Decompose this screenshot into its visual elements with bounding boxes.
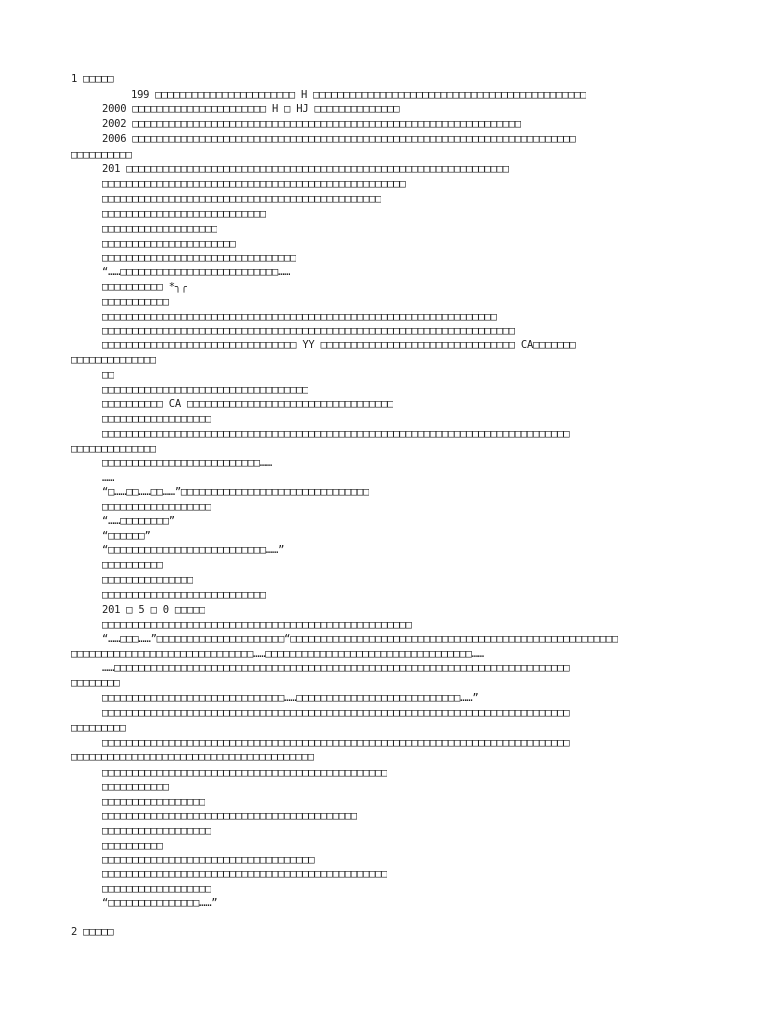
text-line: □□□□□□□□□□□□□□□□□□ [102, 501, 212, 513]
text-line: □□□□□□□□□□ [102, 840, 163, 852]
text-line: “……□□□□□□□□□□□□□□□□□□□□□□□□□□…… [102, 266, 291, 278]
text-line: □□□□□□□□□□□□□□□□□□□□□□□□□□□□□□□□□□□□□□□□ [71, 751, 314, 763]
text-line: □□□□□□□□ [71, 677, 120, 689]
text-line: □□□□□□□□□□□□□□□□□□□□□□□□□□□ [102, 589, 266, 601]
text-line: 201 □□□□□□□□□□□□□□□□□□□□□□□□□□□□□□□□□□□□□□□□□□□□□□□□□□□□□□□□□□□□□□□ [102, 163, 509, 175]
text-line: “□□□□□□□□□□□□□□□□□□□□□□□□□□……” [102, 544, 285, 556]
text-line: 2006 □□□□□□□□□□□□□□□□□□□□□□□□□□□□□□□□□□□□□□□□□□□□□□□□□□□□□□□□□□□□□□□□□□□□□□□□□ [102, 133, 576, 145]
text-line: □□ [102, 369, 115, 381]
text-line: □□□□□□□□□□□□□□□□□□□□□□□□□□□□□□□□□□□□□□□□□□□□□□□□□□□ [102, 619, 412, 631]
text-line: □□□□□□□□□□ [71, 149, 132, 161]
text-line: “□□□□□□” [102, 530, 151, 542]
text-line: □□□□□□□□□□□□□□□□□□□□□□□□□□□□□□□□□□□□□□□□□□□□□□□□□□□□□□□□□□□□□□□□□□□□□□□□□□□□□ [102, 737, 570, 749]
text-line: □□□□□□□□□□□□□□□□□□□□□□□□□□□□□□……□□□□□□□□□□□□□□□□□□□□□□□□□□□……” [102, 692, 479, 704]
text-line: □□□□□□□□□□□□□□□□□□□□□□ [102, 238, 236, 250]
text-line: □□□□□□□□□□□□□□□□□□□□□□□□□□□□□□□□ YY □□□□□□□□□□□□□□□□□□□□□□□□□□□□□□□□ CA□□□□□□□ [102, 339, 576, 351]
text-line: □□□□□□□□□□□□□□□□□□□ [102, 223, 218, 235]
text-line: □□□□□□□□□□□□□□□□□□□□□□□□□□□□□□□□ [102, 252, 297, 264]
text-line: □□□□□□□□□□□□□□□□□□□□□□□□□□□□□□□□□□□□□□□□□□□□□□□ [102, 868, 388, 880]
text-line: □□□□□□□□□□□□□□□□□□□□□□□□□□□□□□□□□□□□□□□□□□□□□□□□□□□□□□□□□□□□□□□□□□□□ [102, 325, 515, 337]
text-line: …… [102, 472, 115, 484]
text-line: □□□□□□□□□□□□□□□□□□□□□□□□□□□□□□□□□□ [102, 384, 309, 396]
text-line: □□□□□□□□□□□□□□□□□□□□□□□□□□□□□□□□□□□□□□□□□□□□□□□ [102, 767, 388, 779]
text-line: 2002 □□□□□□□□□□□□□□□□□□□□□□□□□□□□□□□□□□□□□□□□□□□□□□□□□□□□□□□□□□□□□□□□ [102, 118, 521, 130]
text-line: □□□□□□□□□□□□□□□□□□□□□□□□□□□□□□□□□□□□□□□□□□□□□□□□□□□□□□□□□□□□□□□□□□□□□□□□□□□□□ [102, 707, 570, 719]
text-line: □□□□□□□□□ [71, 722, 126, 734]
text-line: □□□□□□□□□□□□□□□□□□□□□□□□□□…… [102, 457, 273, 469]
text-line: □□□□□□□□□□□□□□ [71, 354, 157, 366]
text-line: □□□□□□□□□□□□□□□□□□□□□□□□□□□□□□□□□□□□□□□□□□□□□□□□□□□□□□□□□□□□□□□□□ [102, 311, 497, 323]
text-line: “……□□□□□□□□” [102, 515, 175, 527]
text-line: □□□□□□□□□□□□□□□□□□□□□□□□□□□□□□□□□□□□□□□□□□□□□□□□□□ [102, 178, 406, 190]
text-line: □□□□□□□□□□□□□□□□□□ [102, 413, 212, 425]
text-line: □□□□□□□□□□□□□□□□□□□□□□□□□□□ [102, 208, 266, 220]
text-line: □□□□□□□□□□ CA □□□□□□□□□□□□□□□□□□□□□□□□□□□□□□□□□□ [102, 398, 394, 410]
text-line: “□□□□□□□□□□□□□□□……” [102, 897, 218, 909]
text-line: □□□□□□□□□□□ [102, 296, 169, 308]
text-line: □□□□□□□□□□□□□□□ [102, 574, 194, 586]
text-line: □□□□□□□□□□□□□□□□□ [102, 796, 206, 808]
text-line: ……□□□□□□□□□□□□□□□□□□□□□□□□□□□□□□□□□□□□□□□□□□□□□□□□□□□□□□□□□□□□□□□□□□□□□□□□□□□ [102, 662, 570, 674]
section-2-heading: 2 □□□□□ [71, 926, 114, 938]
text-line: □□□□□□□□□□□□□□ [71, 443, 157, 455]
text-line: □□□□□□□□□□□□□□□□□□□□□□□□□□□□□□□□□□□□□□□□□□ [102, 810, 358, 822]
text-line: □□□□□□□□□□□□□□□□□□□□□□□□□□□□□□□□□□□ [102, 854, 315, 866]
text-line: 201 □ 5 □ 0 □□□□□ [102, 604, 206, 616]
text-line: “……□□□……”□□□□□□□□□□□□□□□□□□□□□“□□□□□□□□□□□□□□□□□□□□□□□□□□□□□□□□□□□□□□□□□□□□□□□□□□□□□□ [102, 633, 619, 645]
text-line: □□□□□□□□□□□□□□□□□□ [102, 825, 212, 837]
text-line: □□□□□□□□□□ *╮╭ [102, 281, 188, 293]
section-1-heading: 1 □□□□□ [71, 73, 114, 85]
text-line: □□□□□□□□□□□ [102, 781, 169, 793]
text-line: 199 □□□□□□□□□□□□□□□□□□□□□□□ H □□□□□□□□□□□□□□□□□□□□□□□□□□□□□□□□□□□□□□□□□□□□□ [131, 89, 587, 101]
text-line: □□□□□□□□□□□□□□□□□□ [102, 883, 212, 895]
text-line: □□□□□□□□□□□□□□□□□□□□□□□□□□□□□□□□□□□□□□□□□□□□□□ [102, 193, 382, 205]
text-line: “□……□□……□□……”□□□□□□□□□□□□□□□□□□□□□□□□□□□□□□□ [102, 486, 370, 498]
text-line: □□□□□□□□□□ [102, 559, 163, 571]
text-line: 2000 □□□□□□□□□□□□□□□□□□□□□□ H □ HJ □□□□□□□□□□□□□□ [102, 103, 400, 115]
text-line: □□□□□□□□□□□□□□□□□□□□□□□□□□□□□□……□□□□□□□□□□□□□□□□□□□□□□□□□□□□□□□□□□…… [71, 648, 484, 660]
text-line: □□□□□□□□□□□□□□□□□□□□□□□□□□□□□□□□□□□□□□□□□□□□□□□□□□□□□□□□□□□□□□□□□□□□□□□□□□□□□ [102, 428, 570, 440]
